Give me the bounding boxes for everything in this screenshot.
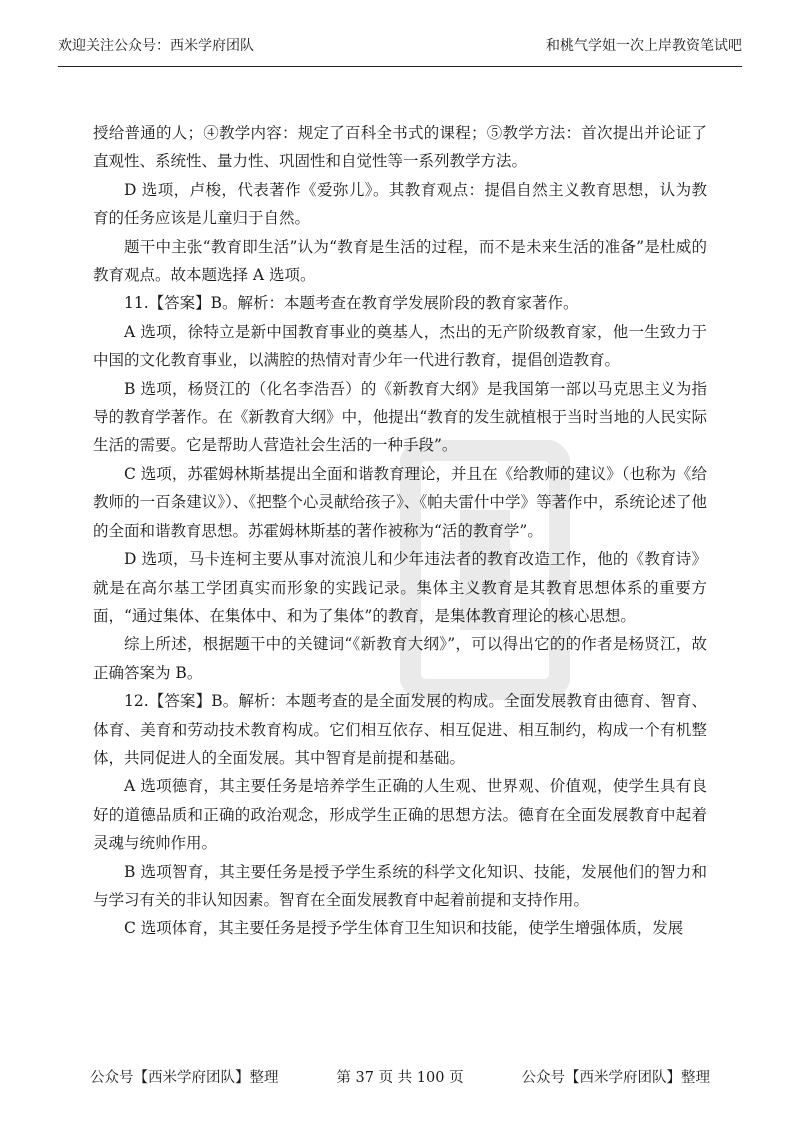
paragraph: B 选项智育，其主要任务是授予学生系统的科学文化知识、技能，发展他们的智力和与学习有关的非认知因素。智育在全面发展教育中起着前提和支持作用。 [93, 862, 707, 909]
page-footer [90, 1066, 710, 1087]
header-left-text: 欢迎关注公众号：西米学府团队 [58, 38, 254, 54]
paragraph: 12.【答案】B。解析：本题考查的是全面发展的构成。全面发展教育由德育、智育、体育、美育和劳动技术教育构成。它们相互依存、相互促进、相互制约，构成一个有机整体，共同促进人的全面发展。其中智育是前提和基础。 [93, 692, 707, 767]
document-body [93, 119, 707, 943]
paragraph: 综上所述，根据题干中的关键词“《新教育大纲》”，可以得出它的的作者是杨贤江，故正确答案为 B。 [93, 635, 707, 682]
paragraph: D 选项，卢梭，代表著作《爱弥儿》。其教育观点：提倡自然主义教育思想，认为教育的任务应该是儿童归于自然。 [93, 180, 707, 228]
paragraph: A 选项，徐特立是新中国教育事业的奠基人，杰出的无产阶级教育家，他一生致力于中国的文化教育事业，以满腔的热情对青少年一代进行教育，提倡创造教育。 [93, 322, 707, 370]
paragraph: B 选项，杨贤江的（化名李浩吾）的《新教育大纲》是我国第一部以马克思主义为指导的教育学著作。在《新教育大纲》中，他提出“教育的发生就植根于当时当地的人民实际生活的需要。它是帮助人营造社会生活的一种手段”。 [93, 379, 707, 455]
paragraph: D 选项，马卡连柯主要从事对流浪儿和少年违法者的教育改造工作，他的《教育诗》就是在高尔基工学团真实而形象的实践记录。集体主义教育是其教育思想体系的重要方面，“通过集体、在集体中、和为了集体”的教育，是集体教育理论的核心思想。 [93, 550, 707, 625]
footer-right-text: 公众号【西米学府团队】整理 [521, 1070, 710, 1086]
paragraph: 授给普通的人；④教学内容：规定了百科全书式的课程；⑤教学方法：首次提出并论证了直观性、系统性、量力性、巩固性和自觉性等一系列教学方法。 [93, 124, 707, 171]
footer-left-text: 公众号【西米学府团队】整理 [90, 1070, 279, 1086]
paragraph: C 选项体育，其主要任务是授予学生体育卫生知识和技能，使学生增强体质，发展 [124, 919, 684, 938]
paragraph: C 选项，苏霍姆林斯基提出全面和谐教育理论，并且在《给教师的建议》（也称为《给教师的一百条建议》）、《把整个心灵献给孩子》、《帕夫雷什中学》等著作中，系统论述了他的全面和谐教育思想。苏霍姆林斯基的著作被称为“活的教育学”。 [93, 464, 707, 540]
page-number: 第 37 页 共 100 页 [336, 1070, 464, 1086]
page-header [58, 26, 742, 67]
paragraph: 题干中主张“教育即生活”认为“教育是生活的过程，而不是未来生活的准备”是杜威的教育观点。故本题选择 A 选项。 [93, 237, 707, 285]
paragraph: A 选项德育，其主要任务是培养学生正确的人生观、世界观、价值观，使学生具有良好的道德品质和正确的政治观念，形成学生正确的思想方法。德育在全面发展教育中起着灵魂与统帅作用。 [93, 777, 707, 853]
header-right-text: 和桃气学姐一次上岸教资笔试吧 [546, 38, 742, 54]
paragraph: 11.【答案】B。解析：本题考查在教育学发展阶段的教育家著作。 [124, 294, 579, 313]
